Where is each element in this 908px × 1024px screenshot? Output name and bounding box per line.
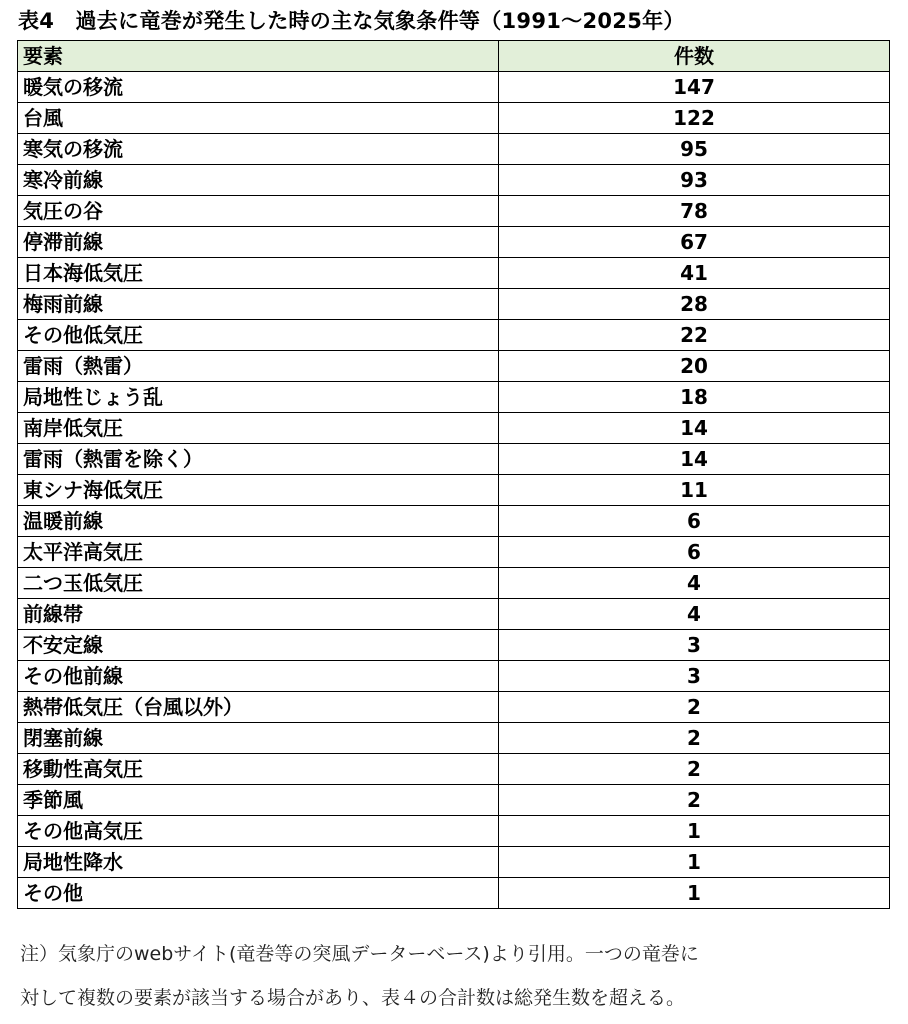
count-cell: 28 [499,289,890,320]
factor-cell: 太平洋高気圧 [18,537,499,568]
count-cell: 2 [499,723,890,754]
table-row [18,599,890,630]
table-row [18,692,890,723]
count-cell: 41 [499,258,890,289]
table-row [18,351,890,382]
count-cell: 147 [499,72,890,103]
table-body [18,72,890,909]
factor-cell: 日本海低気圧 [18,258,499,289]
factor-cell: 梅雨前線 [18,289,499,320]
factor-cell: 熱帯低気圧（台風以外） [18,692,499,723]
count-cell: 14 [499,444,890,475]
count-cell: 2 [499,692,890,723]
column-header-count: 件数 [499,41,890,72]
factor-cell: 閉塞前線 [18,723,499,754]
table-row [18,630,890,661]
footnote-line-2: 対して複数の要素が該当する場合があり、表４の合計数は総発生数を超える。 [20,987,686,1009]
factor-cell: その他前線 [18,661,499,692]
table-row [18,568,890,599]
table-header-row [18,41,890,72]
count-cell: 1 [499,816,890,847]
table-row [18,134,890,165]
factor-cell: 移動性高気圧 [18,754,499,785]
factor-cell: 温暖前線 [18,506,499,537]
factor-cell: 寒気の移流 [18,134,499,165]
table-row [18,165,890,196]
table-row [18,754,890,785]
count-cell: 93 [499,165,890,196]
table-row [18,103,890,134]
table-row [18,227,890,258]
table-row [18,475,890,506]
table-row [18,878,890,909]
factor-cell: 二つ玉低気圧 [18,568,499,599]
count-cell: 20 [499,351,890,382]
factor-cell: その他低気圧 [18,320,499,351]
count-cell: 2 [499,754,890,785]
count-cell: 4 [499,568,890,599]
count-cell: 4 [499,599,890,630]
count-cell: 1 [499,847,890,878]
table-row [18,320,890,351]
factor-cell: 南岸低気圧 [18,413,499,444]
footnote [20,932,900,1020]
factor-cell: その他高気圧 [18,816,499,847]
table-row [18,72,890,103]
table-row [18,382,890,413]
count-cell: 78 [499,196,890,227]
table-row [18,413,890,444]
count-cell: 11 [499,475,890,506]
table-row [18,816,890,847]
factor-cell: 局地性じょう乱 [18,382,499,413]
table-row [18,289,890,320]
factor-cell: 暖気の移流 [18,72,499,103]
factor-cell: 東シナ海低気圧 [18,475,499,506]
count-cell: 2 [499,785,890,816]
count-cell: 95 [499,134,890,165]
factor-cell: 局地性降水 [18,847,499,878]
table-row [18,196,890,227]
footnote-line-1: 注）気象庁のwebサイト(竜巻等の突風データーベース)より引用。一つの竜巻に [20,943,699,965]
count-cell: 14 [499,413,890,444]
table-row [18,444,890,475]
count-cell: 122 [499,103,890,134]
table-title: 表4 過去に竜巻が発生した時の主な気象条件等（1991～2025年） [18,9,685,33]
factor-cell: 台風 [18,103,499,134]
table-row [18,785,890,816]
factor-cell: 停滞前線 [18,227,499,258]
column-header-factor: 要素 [18,41,499,72]
factor-cell: 不安定線 [18,630,499,661]
count-cell: 6 [499,506,890,537]
factor-cell: その他 [18,878,499,909]
weather-conditions-table [17,40,890,909]
table-row [18,723,890,754]
count-cell: 1 [499,878,890,909]
count-cell: 6 [499,537,890,568]
factor-cell: 前線帯 [18,599,499,630]
table-row [18,258,890,289]
factor-cell: 雷雨（熱雷） [18,351,499,382]
table-row [18,537,890,568]
count-cell: 3 [499,630,890,661]
table-row [18,506,890,537]
factor-cell: 気圧の谷 [18,196,499,227]
factor-cell: 季節風 [18,785,499,816]
table-row [18,847,890,878]
count-cell: 67 [499,227,890,258]
factor-cell: 寒冷前線 [18,165,499,196]
factor-cell: 雷雨（熱雷を除く） [18,444,499,475]
count-cell: 22 [499,320,890,351]
table-row [18,661,890,692]
count-cell: 18 [499,382,890,413]
count-cell: 3 [499,661,890,692]
